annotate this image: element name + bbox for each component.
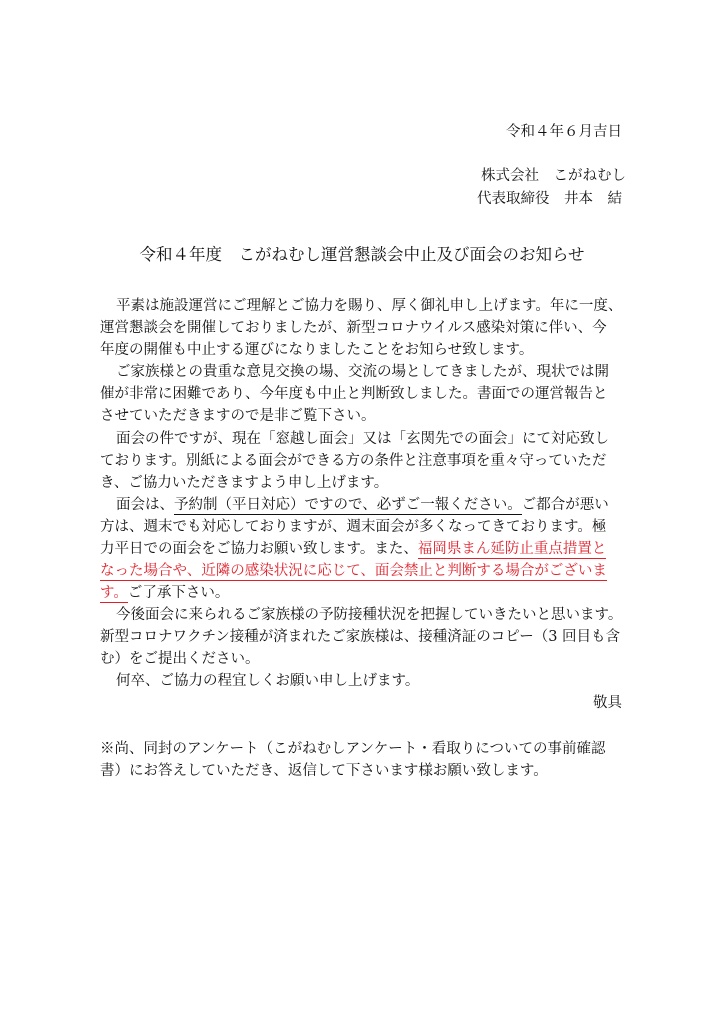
document-title: 令和４年度 こがねむし運営懇談会中止及び面会のお知らせ	[139, 245, 585, 264]
paragraph-3-line-3: き、ご協力いただきますよう申し上げます。	[100, 475, 389, 491]
paragraph-4-line-5	[100, 584, 229, 602]
paragraph-1-line-2: 運営懇談会を開催しておりましたが、新型コロナウイルス感染対策に伴い、今	[100, 320, 607, 336]
prefecture-measure-warning-part-1: 福岡県まん延防止重点措置と	[417, 541, 607, 557]
paragraph-3-line-1: 面会の件ですが、現在「窓越し面会」又は「玄関先での面会」にて対応致し	[116, 431, 609, 447]
paragraph-1-line-3: 年度の開催も中止する運びになりましたことをお知らせ致します。	[100, 342, 534, 358]
paragraph-4-line-3	[100, 540, 606, 558]
paragraph-5-line-1: 今後面会に来られるご家族様の予防接種状況を把握していきたいと思います。	[116, 607, 623, 623]
document-date: 令和４年６月吉日	[506, 124, 622, 140]
note-line-2: 書）にお答えしていただき、返信して下さいます様お願い致します。	[100, 763, 548, 779]
paragraph-2-line-2: 催が非常に困難であり、今年度も中止と判断致しました。書面での運営報告と	[100, 386, 608, 402]
representative-name: 代表取締役 井本 結	[477, 191, 622, 207]
prefecture-measure-warning-part-2: なった場合や、近隣の感染状況に応じて、面会禁止と判断する場合がございま	[100, 563, 607, 579]
paragraph-4-line-1	[116, 496, 609, 514]
paragraph-3-line-2: ております。別紙による面会ができる方の条件と注意事項を重々守っていただ	[100, 453, 607, 469]
paragraph-4-line-2: 方は、週末でも対応しておりますが、週末面会が多くなってきております。極	[100, 519, 607, 535]
paragraph-1-line-1: 平素は施設運営にご理解とご協力を賜り、厚く御礼申し上げます。年に一度、	[116, 298, 623, 314]
prefecture-measure-warning-part-3: す。	[100, 585, 128, 601]
paragraph-2-line-1: ご家族様との貴重な意見交換の場、交流の場としてきましたが、現状では開	[116, 364, 609, 380]
paragraph-6-line-1: 何卒、ご協力の程宜しくお願い申し上げます。	[116, 673, 420, 689]
paragraph-2-line-3: させていただきますので是非ご覧下さい。	[100, 408, 376, 424]
paragraph-4-line-4	[100, 562, 607, 580]
paragraph-5-line-2: 新型コロナワクチン接種が済まれたご家族様は、接種済証のコピー（3 回目も含	[100, 629, 621, 645]
reservation-notice-underlined: 予約制（平日対応）ですので、必ずご一報ください。	[174, 497, 522, 513]
paragraph-4-line-5-tail: ご了承下さい。	[127, 585, 230, 601]
paragraph-4-line-3-lead: 力平日での面会をご協力お願い致します。また、	[100, 541, 418, 557]
paragraph-4-line-1-tail: ご都合が悪い	[521, 497, 609, 513]
note-line-1: ※尚、同封のアンケート（こがねむしアンケート・看取りについての事前確認	[100, 741, 606, 757]
closing-keigu: 敬具	[593, 695, 622, 711]
company-name: 株式会社 こがねむし	[481, 168, 626, 184]
paragraph-5-line-3: む）をご提出ください。	[100, 651, 260, 667]
paragraph-4-line-1-lead: 面会は、	[116, 497, 174, 513]
